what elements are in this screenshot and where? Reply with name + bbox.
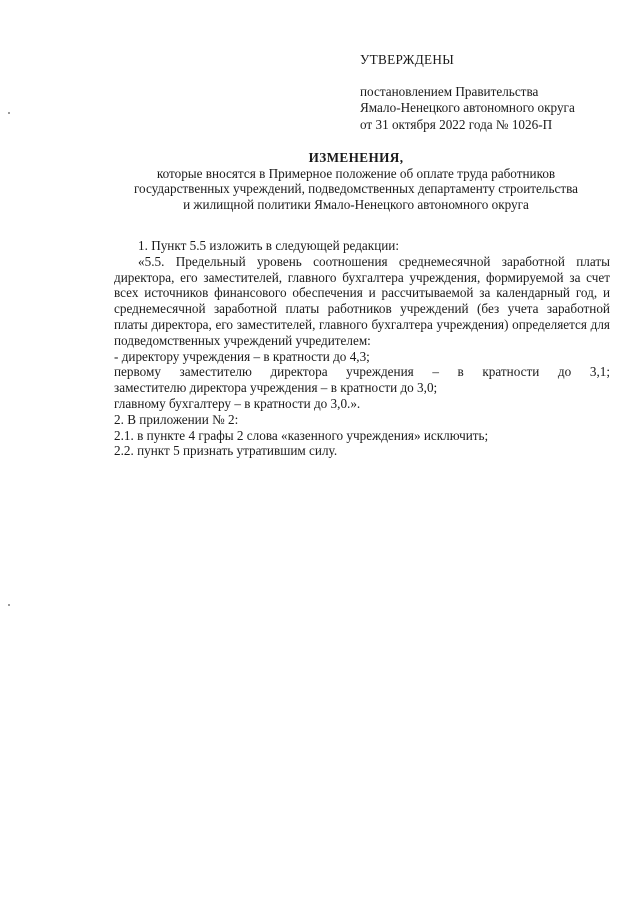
ratio-first-deputy: первому заместителю директора учреждения – в кратности до 3,1; — [114, 364, 610, 380]
document-body — [114, 238, 610, 459]
item-2: 2. В приложении № 2: — [114, 411, 239, 427]
approval-line-3: от 31 октября 2022 года № 1026-П — [360, 116, 553, 132]
approval-heading: УТВЕРЖДЕНЫ — [360, 52, 455, 67]
document-title-block — [0, 150, 640, 212]
item-1: 1. Пункт 5.5 изложить в следующей редакции: — [138, 238, 400, 253]
title-subline-2: государственных учреждений, подведомственных департаменту строительства — [133, 181, 579, 196]
document-title: ИЗМЕНЕНИЯ, — [308, 150, 404, 165]
item-2-1: 2.1. в пункте 4 графы 2 слова «казенного учреждения» исключить; — [114, 427, 489, 443]
approval-line-2: Ямало-Ненецкого автономного округа — [360, 100, 575, 116]
title-subline-1: которые вносятся в Примерное положение об оплате труда работников — [156, 165, 556, 181]
item-5-5-quote: «5.5. Предельный уровень соотношения среднемесячной заработной платы директора, его заместителей, главного бухгалтера учреждения, формируемой за счет всех источников финансового обеспечения и рассчитываемой за календарный год, и среднемесячной заработной платы работников учреждений (без учета заработной платы директора, его заместителей, главного бухгалтера учреждения) определяется для подведомственных учреждений учредителем: — [114, 253, 610, 348]
title-subline-3: и жилищной политики Ямало-Ненецкого автономного округа — [183, 196, 529, 212]
approval-stamp-block — [360, 52, 630, 133]
scan-mark — [8, 112, 10, 114]
ratio-director: - директору учреждения – в кратности до 4,3; — [114, 348, 370, 364]
approval-line-1: постановлением Правительства — [360, 83, 539, 99]
item-2-2: 2.2. пункт 5 признать утратившим силу. — [114, 443, 338, 459]
scan-mark — [8, 604, 10, 606]
ratio-deputy: заместителю директора учреждения – в кратности до 3,0; — [114, 380, 438, 396]
ratio-chief-accountant: главному бухгалтеру – в кратности до 3,0.». — [114, 395, 361, 411]
